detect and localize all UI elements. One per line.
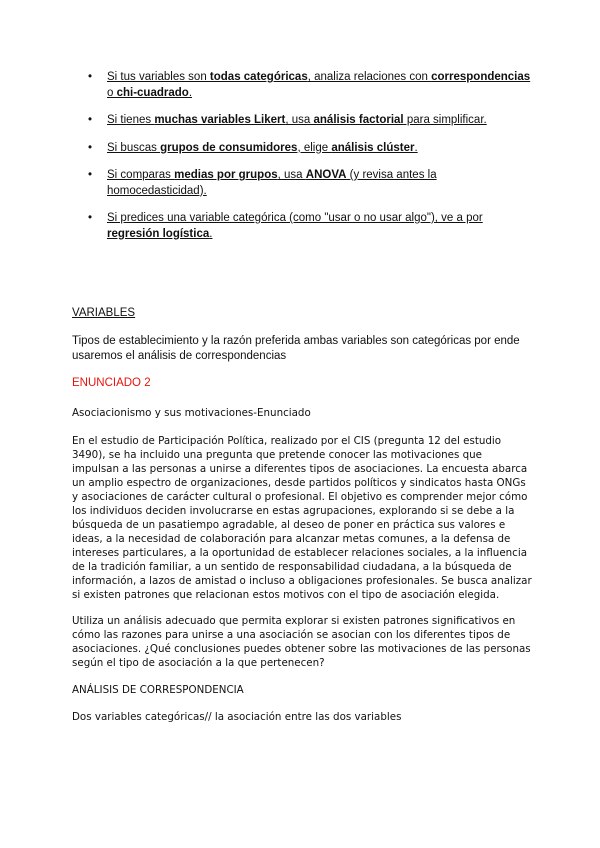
bold-term: análisis factorial (313, 114, 404, 126)
bullet-item (88, 70, 538, 101)
bold-term: chi-cuadrado (116, 86, 189, 99)
bold-term: regresión logística (107, 227, 210, 240)
text-run: . (414, 141, 418, 154)
bullet-item (88, 113, 538, 129)
analisis-heading: ANÁLISIS DE CORRESPONDENCIA (72, 684, 244, 696)
bold-term: ANOVA (305, 169, 347, 181)
text-run: Si predices una variable categórica (como "usar o no usar algo"), ve a por (107, 212, 483, 224)
bold-term: análisis clúster (331, 141, 415, 154)
bold-term: correspondencias (431, 71, 531, 83)
text-run: . (209, 227, 213, 240)
bold-term: medias por grupos (174, 169, 278, 181)
bold-term: muchas variables Likert (154, 114, 286, 126)
text-run: para simplificar. (403, 114, 487, 126)
enunciado-heading: ENUNCIADO 2 (72, 377, 151, 389)
bold-term: todas categóricas (209, 71, 308, 83)
text-run: Si tienes (107, 114, 155, 126)
bold-term: grupos de consumidores (160, 141, 298, 154)
text-run: Si tus variables son (107, 71, 210, 83)
text-run: , usa (277, 169, 306, 181)
text-run: Si comparas (107, 169, 175, 181)
enunciado-subtitle: Asociacionismo y sus motivaciones-Enunciado (72, 407, 311, 419)
bullet-item (88, 168, 538, 199)
enunciado-paragraph-1: En el estudio de Participación Política, realizado por el CIS (pregunta 12 del estudio 3490), se ha incluido una pregunta que pretende conocer las motivaciones que impulsan a las personas a unirse a diferentes tipos de asociaciones. La encuesta abarca un amplio espectro de organizaciones, desde partidos políticos y sindicatos hasta ONGs y asociaciones de carácter cultural o profesional. El objetivo es comprender mejor cómo los individuos deciden involucrarse en estas agrupaciones, explorando si se debe a la búsqueda de un pasatiempo agradable, al deseo de poner en práctica sus valores e ideas, a la necesidad de colaboración para alcanzar metas comunes, a la defensa de intereses particulares, a la oportunidad de establecer relaciones sociales, a la influencia de la tradición familiar, a un sentido de responsabilidad ciudadana, a la búsqueda de información, a lazos de amistad o incluso a obligaciones profesionales. Se busca analizar si existen patrones que relacionan estos motivos con el tipo de asociación elegida. (72, 435, 532, 601)
text-run: (y revisa antes la homocedasticidad). (107, 169, 437, 197)
variables-text: Tipos de establecimiento y la razón preferida ambas variables son categóricas por ende usaremos el análisis de correspondencias (72, 335, 520, 362)
enunciado-paragraph-2: Utiliza un análisis adecuado que permita explorar si existen patrones significativos en cómo las razones para unirse a una asociación se asocian con los diferentes tipos de asociaciones. ¿Qué conclusiones puedes obtener sobre las motivaciones de las personas según el tipo de asociación a la que pertenecen? (72, 615, 531, 669)
text-run: . (188, 86, 193, 99)
bullet-item (88, 211, 538, 242)
analisis-text: Dos variables categóricas// la asociación entre las dos variables (72, 711, 402, 723)
text-run: , elige (297, 141, 332, 154)
text-run: , usa (285, 114, 314, 126)
bullet-list (88, 70, 538, 254)
bullet-item (88, 141, 538, 157)
text-run: Si buscas (107, 141, 161, 154)
text-run: o (107, 86, 117, 99)
text-run: , analiza relaciones con (307, 71, 432, 83)
variables-heading: VARIABLES (72, 307, 136, 319)
